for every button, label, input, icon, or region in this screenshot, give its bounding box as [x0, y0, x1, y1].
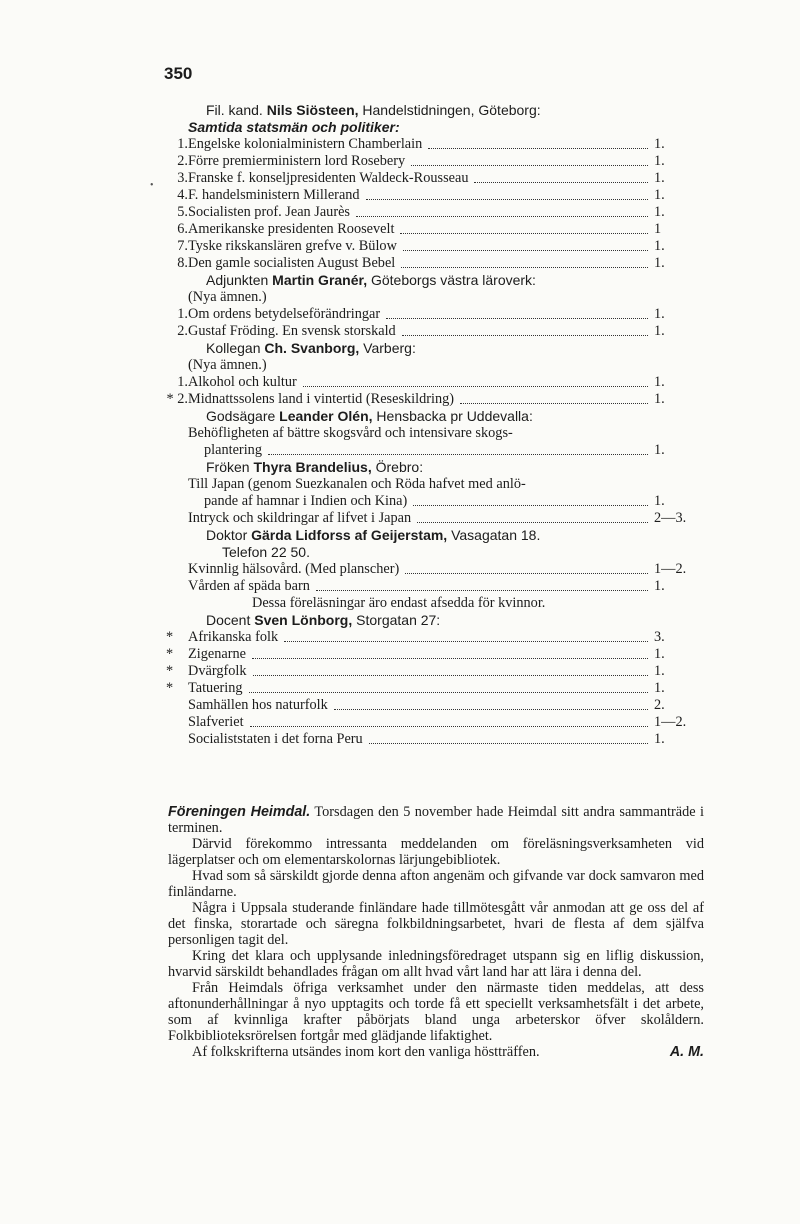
lecture-count: 3.	[654, 629, 665, 645]
leader-dots	[303, 386, 648, 387]
article-paragraph: Från Heimdals öfriga verksamhet under den närmaste tiden meddelas, att dess aftonunderhållningar å nyo upptagits och torde få ett speciellt verksamhetsfält i det arbete, som af kvinnliga krafter påbörjats bland unga arbeterskor öfver skolåldern. Folkbiblioteksrörelsen fortgår med glädjande lifaktighet.	[168, 980, 704, 1044]
lecturer-line	[160, 612, 696, 629]
lecture-item	[160, 136, 696, 153]
lecturer-title: Adjunkten	[206, 272, 273, 288]
lecturer-address: Örebro:	[371, 459, 424, 475]
lecturer-address: Hensbacka pr Uddevalla:	[372, 408, 533, 424]
lecture-title: Om ordens betydelseförändringar	[188, 306, 381, 322]
lecture-count: 1.	[654, 442, 665, 458]
lecture-item	[160, 238, 696, 255]
lecture-number: 6.	[177, 221, 188, 237]
lecturer-address: Storgatan 27:	[352, 612, 441, 628]
lecturer-line	[160, 102, 696, 119]
lecture-item	[160, 680, 696, 697]
lecture-count: 1.	[654, 663, 665, 679]
leader-dots	[403, 250, 648, 251]
lecture-item	[160, 391, 696, 408]
leader-dots	[474, 182, 648, 183]
article-paragraph: Hvad som så särskildt gjorde denna afton angenäm och gifvande var dock samvaron med finländarne.	[168, 868, 704, 900]
lecture-item	[160, 374, 696, 391]
lecturer-line	[160, 340, 696, 357]
lecture-title: Tatuering	[188, 680, 243, 696]
lecturer-address: Göteborgs västra läroverk:	[367, 272, 536, 288]
lecture-title: plantering	[204, 442, 262, 458]
leader-dots	[249, 692, 648, 693]
lecture-count: 1.	[654, 204, 665, 220]
lecture-count: 1—2.	[654, 714, 687, 730]
lecture-title: Franske f. konseljpresidenten Waldeck-Rousseau	[188, 170, 469, 186]
lecture-count: 1.	[654, 680, 665, 696]
lecture-item-first-line: Till Japan (genom Suezkanalen och Röda hafvet med anlö-	[188, 476, 526, 492]
lecturer-name: Gärda Lidforss af Geijerstam,	[251, 527, 448, 543]
leader-dots	[356, 216, 648, 217]
leader-dots	[400, 233, 648, 234]
lecture-number: 2.	[177, 323, 188, 339]
lecture-title: Samhällen hos naturfolk	[188, 697, 328, 713]
margin-bullet: •	[150, 180, 154, 191]
article-paragraph: Af folkskrifterna utsändes inom kort den vanliga höstträffen. A. M.	[192, 1044, 704, 1060]
lecture-title: Socialiststaten i det forna Peru	[188, 731, 363, 747]
lecture-item	[160, 221, 696, 238]
lecture-number: *	[166, 646, 174, 662]
lecture-item	[160, 561, 696, 578]
lecture-count: 1.	[654, 187, 665, 203]
lecture-title: F. handelsministern Millerand	[188, 187, 360, 203]
leader-dots	[284, 641, 648, 642]
lecture-item	[160, 153, 696, 170]
lecture-item	[160, 170, 696, 187]
lecturer-line	[160, 408, 696, 425]
lecture-number: 8.	[177, 255, 188, 271]
lecturer-extra: Telefon 22 50.	[222, 544, 310, 560]
lecture-count: 1.	[654, 374, 665, 390]
lecturer-address: Varberg:	[359, 340, 416, 356]
lecture-item	[160, 323, 696, 340]
article-paragraph: Föreningen Heimdal. Torsdagen den 5 november hade Heimdal sitt andra sammanträde i terminen.	[168, 804, 704, 836]
lecture-count: 1	[654, 221, 662, 237]
leader-dots	[401, 267, 648, 268]
lecture-item	[160, 510, 696, 527]
lecture-count: 1.	[654, 646, 665, 662]
lecture-count: 2—3.	[654, 510, 687, 526]
leader-dots	[369, 743, 648, 744]
lecture-number: 1.	[177, 374, 188, 390]
leader-dots	[252, 658, 648, 659]
lecture-title: Vården af späda barn	[188, 578, 310, 594]
lecturer-name: Sven Lönborg,	[254, 612, 353, 628]
lecture-number: 5.	[177, 204, 188, 220]
lecture-footnote: Dessa föreläsningar äro endast afsedda för kvinnor.	[252, 595, 546, 611]
leader-dots	[316, 590, 648, 591]
lecture-number: 2.	[177, 153, 188, 169]
lecturer-name: Leander Olén,	[279, 408, 373, 424]
lecture-title: pande af hamnar i Indien och Kina)	[204, 493, 408, 509]
lecturer-title: Doktor	[206, 527, 252, 543]
leader-dots	[460, 403, 648, 404]
series-title: Samtida statsmän och politiker:	[188, 119, 400, 135]
leader-dots	[386, 318, 648, 319]
lecturer-line	[160, 527, 696, 544]
lecture-item	[160, 187, 696, 204]
lecture-count: 1.	[654, 306, 665, 322]
lecture-count: 1.	[654, 153, 665, 169]
lecture-title: Dvärgfolk	[188, 663, 247, 679]
leader-dots	[413, 505, 648, 506]
article-paragraph: Några i Uppsala studerande finländare hade tillmötesgått vår anmodan att ge oss del af det finska, storartade och säregna folkbildningsarbetet, hvari de flesta af dem själfva personligen tagit del.	[168, 900, 704, 948]
lecture-title: Tyske rikskanslären grefve v. Bülow	[188, 238, 397, 254]
lecture-item	[160, 306, 696, 323]
lecture-number: * 2.	[166, 391, 188, 407]
lecture-count: 1.	[654, 255, 665, 271]
lecturer-address: Vasagatan 18.	[447, 527, 541, 543]
lecture-number	[160, 731, 188, 748]
lecture-number: *	[166, 680, 174, 696]
lecture-item	[160, 493, 696, 510]
lecture-item	[160, 714, 696, 731]
lecture-list	[160, 102, 696, 748]
lecture-count: 1.	[654, 578, 665, 594]
lecture-item	[160, 442, 696, 459]
article-heimdal	[168, 804, 704, 1060]
lecture-title: Zigenarne	[188, 646, 246, 662]
leader-dots	[334, 709, 648, 710]
leader-dots	[405, 573, 648, 574]
article-paragraph: Kring det klara och upplysande inledningsföredraget utspann sig en liflig diskussion, hvarvid särskildt behandlades frågan om allt hvad vårt land har att lära i denna del.	[168, 948, 704, 980]
lecture-title: Midnattssolens land i vintertid (Reseskildring)	[188, 391, 455, 407]
lecture-item	[160, 646, 696, 663]
lecture-number: *	[166, 629, 174, 645]
lecture-item	[160, 697, 696, 714]
leader-dots	[402, 335, 648, 336]
leader-dots	[428, 148, 648, 149]
lecture-count: 2.	[654, 697, 665, 713]
leader-dots	[366, 199, 648, 200]
lecture-number	[160, 697, 188, 714]
lecture-item	[160, 578, 696, 595]
lecture-title: Afrikanska folk	[188, 629, 279, 645]
lecture-count: 1.	[654, 731, 665, 747]
leader-dots	[411, 165, 648, 166]
lecture-title: Den gamle socialisten August Bebel	[188, 255, 396, 271]
leader-dots	[417, 522, 648, 523]
lecture-item	[160, 629, 696, 646]
lecturer-name: Nils Siösteen,	[266, 102, 359, 118]
article-signature: A. M.	[669, 1044, 704, 1060]
lecture-item	[160, 255, 696, 272]
lecture-number: 3.	[177, 170, 188, 186]
lecture-number	[160, 578, 188, 595]
lecture-count: 1—2.	[654, 561, 687, 577]
leader-dots	[253, 675, 649, 676]
lecture-title: Slafveriet	[188, 714, 244, 730]
lecturer-address: Handelstidningen, Göteborg:	[358, 102, 541, 118]
lecture-item-first-line: Behöfligheten af bättre skogsvård och intensivare skogs-	[188, 425, 513, 441]
lecture-title: Socialisten prof. Jean Jaurès	[188, 204, 350, 220]
lecture-number: 1.	[177, 136, 188, 152]
lecture-title: Alkohol och kultur	[188, 374, 297, 390]
leader-dots	[250, 726, 648, 727]
lecturer-name: Thyra Brandelius,	[253, 459, 372, 475]
series-note: (Nya ämnen.)	[188, 357, 267, 373]
lecturer-line	[160, 459, 696, 476]
lecture-title: Kvinnlig hälsovård. (Med planscher)	[188, 561, 400, 577]
lecturer-name: Ch. Svanborg,	[264, 340, 360, 356]
article-heading: Föreningen Heimdal.	[168, 804, 311, 820]
lecture-number: *	[166, 663, 174, 679]
lecturer-name: Martin Granér,	[272, 272, 368, 288]
lecture-item	[160, 663, 696, 680]
lecture-title: Gustaf Fröding. En svensk storskald	[188, 323, 396, 339]
lecture-count: 1.	[654, 170, 665, 186]
lecture-count: 1.	[654, 493, 665, 509]
series-note: (Nya ämnen.)	[188, 289, 267, 305]
lecture-title: Amerikanske presidenten Roosevelt	[188, 221, 395, 237]
lecture-number	[160, 714, 188, 731]
lecture-title: Intryck och skildringar af lifvet i Japan	[188, 510, 412, 526]
lecture-title: Engelske kolonialministern Chamberlain	[188, 136, 423, 152]
lecture-count: 1.	[654, 136, 665, 152]
lecture-count: 1.	[654, 323, 665, 339]
lecturer-title: Kollegan	[206, 340, 265, 356]
lecturer-title: Fil. kand.	[206, 102, 267, 118]
lecture-number: 4.	[177, 187, 188, 203]
lecture-title: Förre premierministern lord Rosebery	[188, 153, 406, 169]
lecturer-title: Godsägare	[206, 408, 280, 424]
lecture-number	[160, 510, 188, 527]
page-number: 350	[164, 64, 193, 83]
lecture-number: 7.	[177, 238, 188, 254]
lecture-count: 1.	[654, 391, 665, 407]
leader-dots	[268, 454, 648, 455]
lecture-item	[160, 204, 696, 221]
lecture-number: 1.	[177, 306, 188, 322]
lecturer-title: Fröken	[206, 459, 254, 475]
lecture-count: 1.	[654, 238, 665, 254]
lecture-number	[160, 561, 188, 578]
article-paragraph: Därvid förekommo intressanta meddelanden om föreläsningsverksamheten vid lägerplatser och om elementarskolornas lärjungebibliotek.	[168, 836, 704, 868]
lecturer-line	[160, 272, 696, 289]
lecture-item	[160, 731, 696, 748]
lecturer-title: Docent	[206, 612, 255, 628]
